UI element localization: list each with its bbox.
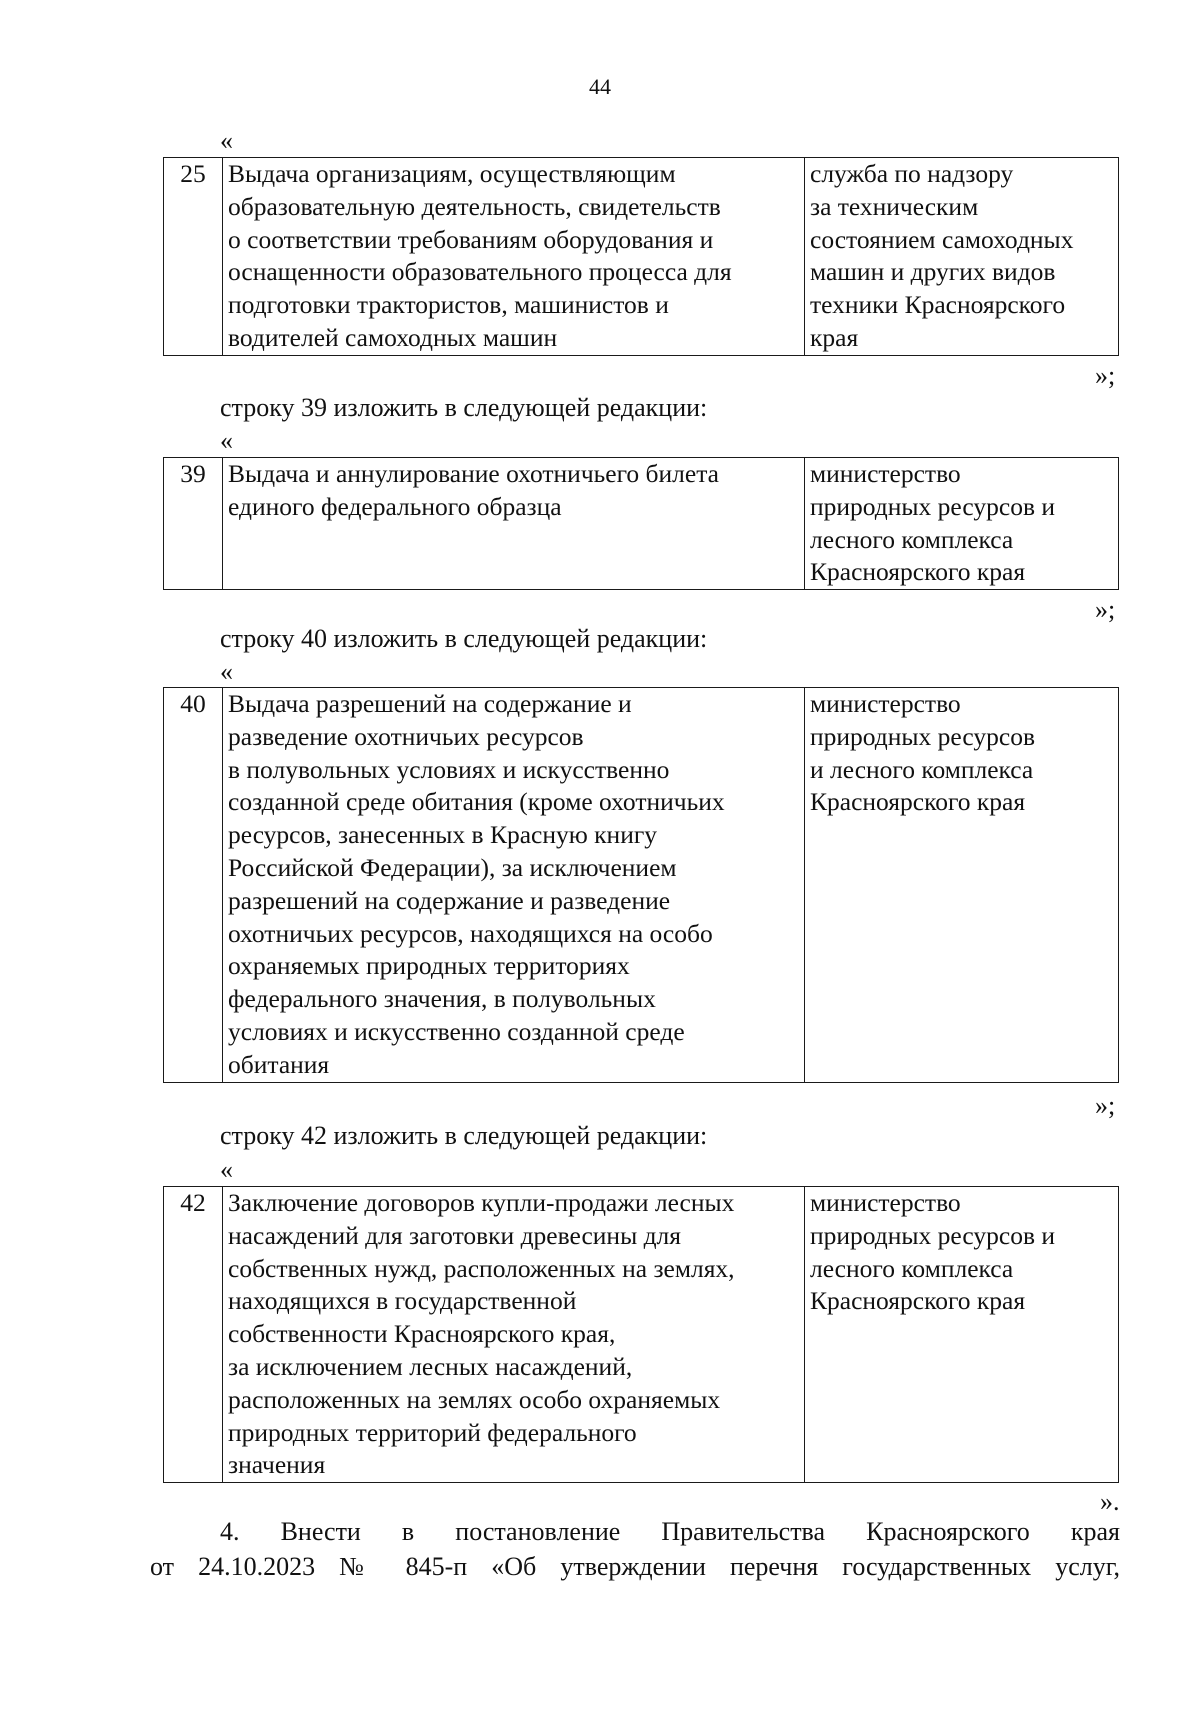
agency-line: природных ресурсов — [810, 721, 1035, 751]
service-line: условиях и искусственно созданной среде — [228, 1016, 685, 1046]
agency-line: и лесного комплекса — [810, 754, 1034, 784]
service-line: расположенных на землях особо охраняемых — [228, 1384, 721, 1414]
agency-line: техники Красноярского — [810, 290, 1066, 320]
open-quote: « — [220, 426, 233, 455]
agency-line: природных ресурсов и — [810, 491, 1056, 521]
service-line: за исключением лесных насаждений, — [228, 1351, 633, 1381]
service-name — [223, 1187, 805, 1483]
service-name — [223, 158, 805, 356]
agency-line: природных ресурсов и — [810, 1220, 1056, 1250]
service-line: насаждений для заготовки древесины для — [228, 1220, 682, 1250]
table-row-39 — [163, 457, 1119, 590]
paragraph-4-line-1: 4. Внести в постановление Правительства Красноярского края — [220, 1517, 1120, 1546]
service-name — [223, 688, 805, 1083]
responsible-agency — [805, 688, 1119, 1083]
service-line: разрешений на содержание и разведение — [228, 885, 671, 915]
service-line: созданной среде обитания (кроме охотничьих — [228, 787, 725, 817]
table-row-42 — [163, 1186, 1119, 1483]
agency-line: министерство — [810, 1188, 961, 1217]
responsible-agency — [805, 1187, 1119, 1483]
service-name — [223, 458, 805, 590]
agency-line: служба по надзору — [810, 159, 1014, 188]
page-number: 44 — [589, 74, 611, 99]
service-line: Выдача разрешений на содержание и — [228, 689, 632, 718]
amendment-intro: строку 42 изложить в следующей редакции: — [220, 1121, 708, 1150]
agency-line: Красноярского края — [810, 1286, 1026, 1316]
agency-line: состоянием самоходных — [810, 224, 1074, 254]
table-row-25 — [163, 157, 1119, 356]
service-line: разведение охотничьих ресурсов — [228, 721, 584, 751]
agency-line: лесного комплекса — [810, 1253, 1014, 1283]
service-line: о соответствии требованиям оборудования и — [228, 224, 714, 254]
close-quote: ». — [1100, 1487, 1120, 1516]
open-quote: « — [220, 126, 233, 155]
service-line: единого федерального образца — [228, 491, 562, 521]
service-line: оснащенности образовательного процесса для — [228, 257, 732, 287]
service-line: охраняемых природных территориях — [228, 951, 630, 981]
service-line: охотничьих ресурсов, находящихся на особо — [228, 918, 713, 948]
agency-line: края — [810, 322, 859, 352]
row-number: 25 — [164, 158, 223, 356]
agency-line: Красноярского края — [810, 787, 1026, 817]
table-row-40 — [163, 687, 1119, 1083]
service-line: водителей самоходных машин — [228, 322, 558, 352]
agency-line: министерство — [810, 689, 961, 718]
row-number: 42 — [164, 1187, 223, 1483]
service-line: в полувольных условиях и искусственно — [228, 754, 670, 784]
paragraph-4-line-2: от 24.10.2023 № 845-п «Об утверждении перечня государственных услуг, — [150, 1552, 1120, 1581]
service-line: природных территорий федерального — [228, 1417, 637, 1447]
service-line: Выдача организациям, осуществляющим — [228, 159, 676, 188]
service-line: значения — [228, 1450, 326, 1480]
service-line: собственности Красноярского края, — [228, 1319, 616, 1349]
service-line: федерального значения, в полувольных — [228, 984, 656, 1014]
agency-line: Красноярского края — [810, 557, 1026, 587]
close-quote: »; — [1095, 595, 1116, 624]
service-line: Заключение договоров купли-продажи лесных — [228, 1188, 735, 1217]
service-line: обитания — [228, 1049, 330, 1079]
service-line: образовательную деятельность, свидетельств — [228, 191, 721, 221]
row-number: 40 — [164, 688, 223, 1083]
responsible-agency — [805, 458, 1119, 590]
agency-line: лесного комплекса — [810, 524, 1014, 554]
service-line: Российской Федерации), за исключением — [228, 852, 677, 882]
close-quote: »; — [1095, 1091, 1116, 1120]
close-quote: »; — [1095, 361, 1116, 390]
amendment-intro: строку 40 изложить в следующей редакции: — [220, 624, 708, 653]
amendment-intro: строку 39 изложить в следующей редакции: — [220, 393, 708, 422]
agency-line: за техническим — [810, 191, 979, 221]
service-line: Выдача и аннулирование охотничьего билета — [228, 459, 719, 488]
service-line: находящихся в государственной — [228, 1286, 577, 1316]
service-line: подготовки трактористов, машинистов и — [228, 290, 669, 320]
row-number: 39 — [164, 458, 223, 590]
responsible-agency — [805, 158, 1119, 356]
open-quote: « — [220, 1155, 233, 1184]
open-quote: « — [220, 657, 233, 686]
service-line: ресурсов, занесенных в Красную книгу — [228, 820, 658, 850]
service-line: собственных нужд, расположенных на землях, — [228, 1253, 735, 1283]
agency-line: министерство — [810, 459, 961, 488]
agency-line: машин и других видов — [810, 257, 1056, 287]
